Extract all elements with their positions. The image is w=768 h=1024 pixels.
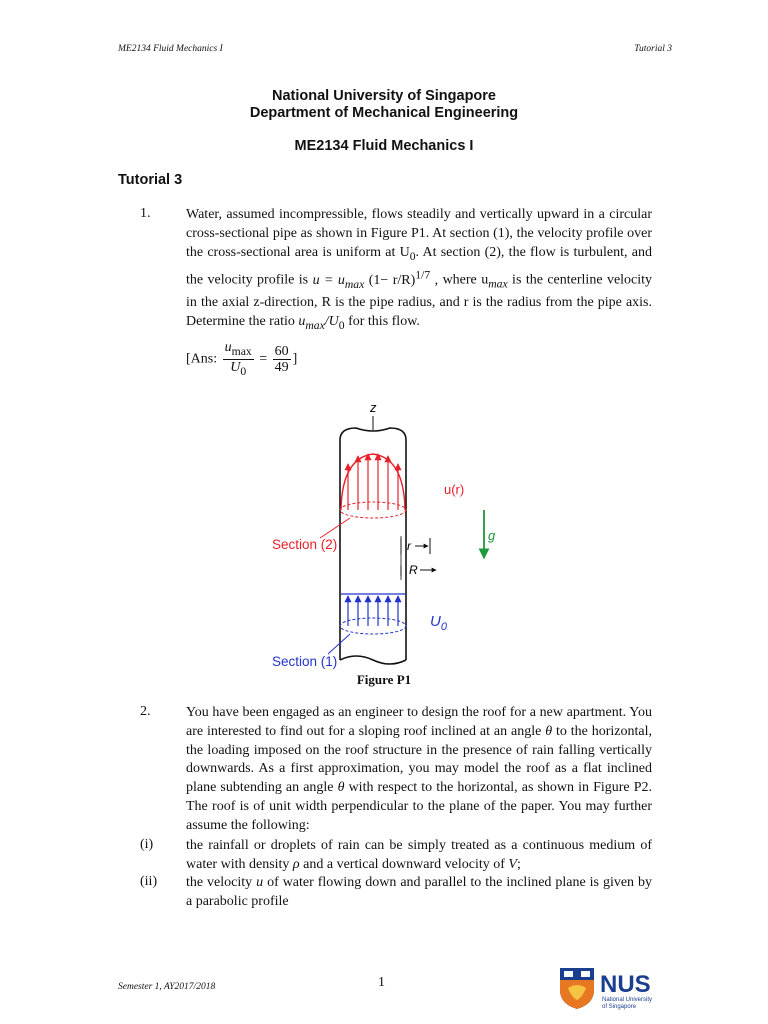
- uniform-velocity-arrows: [348, 596, 398, 626]
- page-number: 1: [378, 975, 385, 990]
- item-ii-text: the velocity u of water flowing down and parallel to the inclined plane is given by a parabolic profile: [186, 875, 653, 909]
- g-label: g: [488, 528, 496, 543]
- university-title: National University of Singapore: [272, 88, 496, 104]
- nus-subtitle-2: of Singapore: [602, 1004, 637, 1010]
- item-i-text: the rainfall or droplets of rain can be simply treated as a continuous medium of water with density ρ and a vertical downward velocity of V;: [186, 838, 652, 872]
- figure-p1-diagram: [270, 398, 496, 674]
- running-header-right: Tutorial 3: [634, 44, 672, 54]
- r-label: r: [407, 539, 411, 553]
- nus-subtitle-1: National University: [602, 997, 653, 1003]
- course-title: ME2134 Fluid Mechanics I: [294, 138, 474, 154]
- question-2-number: 2.: [140, 704, 151, 719]
- section-1-leader: [328, 634, 350, 654]
- item-i-label: (i): [140, 837, 154, 852]
- section-2-ellipse: [340, 502, 406, 518]
- nus-wordmark: NUS: [600, 971, 651, 998]
- answer-line: [Ans: $\frac{u_{max}}{U_0}$ = $\frac{60}{49}$ ]: [186, 339, 298, 378]
- section-2-label: Section (2): [272, 537, 338, 552]
- footer-semester: Semester 1, AY2017/2018: [118, 982, 216, 992]
- tutorial-title: Tutorial 3: [118, 172, 183, 188]
- item-ii-label: (ii): [140, 874, 158, 889]
- figure-p1-caption: Figure P1: [356, 672, 412, 687]
- question-1-number: 1.: [140, 206, 151, 221]
- question-2-text: You have been engaged as an engineer to design the roof for a new apartment. You are interested to find out for a sloping roof inclined at an angle θ to the horizontal, the loading imposed on the roof structure in the presence of rain falling vertically downwards. As a first approximation, you may model the roof as a flat inclined plane subtending an angle θ with respect to the horizontal, as shown in Figure P2. The roof is of unit width perpendicular to the plane of the paper. You may further assume the following:: [186, 705, 653, 833]
- R-label: R: [409, 563, 418, 577]
- U0-label: $U_0$: [430, 613, 447, 633]
- z-axis-label: z: [370, 400, 377, 415]
- ur-label: u(r): [444, 482, 465, 497]
- section-2-leader: [320, 518, 350, 538]
- question-1-text: Water, assumed incompressible, flows steadily and vertically upward in a circular cross-sectional pipe as shown in Figure P1. At section (1), the velocity profile over the cross-sectional area is uniform at $U_0$. At section (2), the flow is turbulent, and the velocity profile is $u = u_{max}$ $(1- r/R)^{1/7}$ , where $u_{max}$ is the centerline velocity in the axial z-direction, R is the pipe radius, and r is the radius from the pipe axis. Determine the ratio $u_{max}/U_0$ for this flow. [Ans: $\frac{u_{max}}{U_0}$ = $\frac{60}{49}$ ]: [186, 207, 653, 378]
- running-header-left: ME2134 Fluid Mechanics I: [118, 44, 223, 54]
- department-title: Department of Mechanical Engineering: [249, 105, 519, 121]
- pipe-bottom-end: [340, 656, 406, 664]
- section-1-ellipse: [340, 618, 406, 634]
- section-1-label: Section (1): [272, 654, 338, 669]
- nus-logo: [556, 964, 696, 1010]
